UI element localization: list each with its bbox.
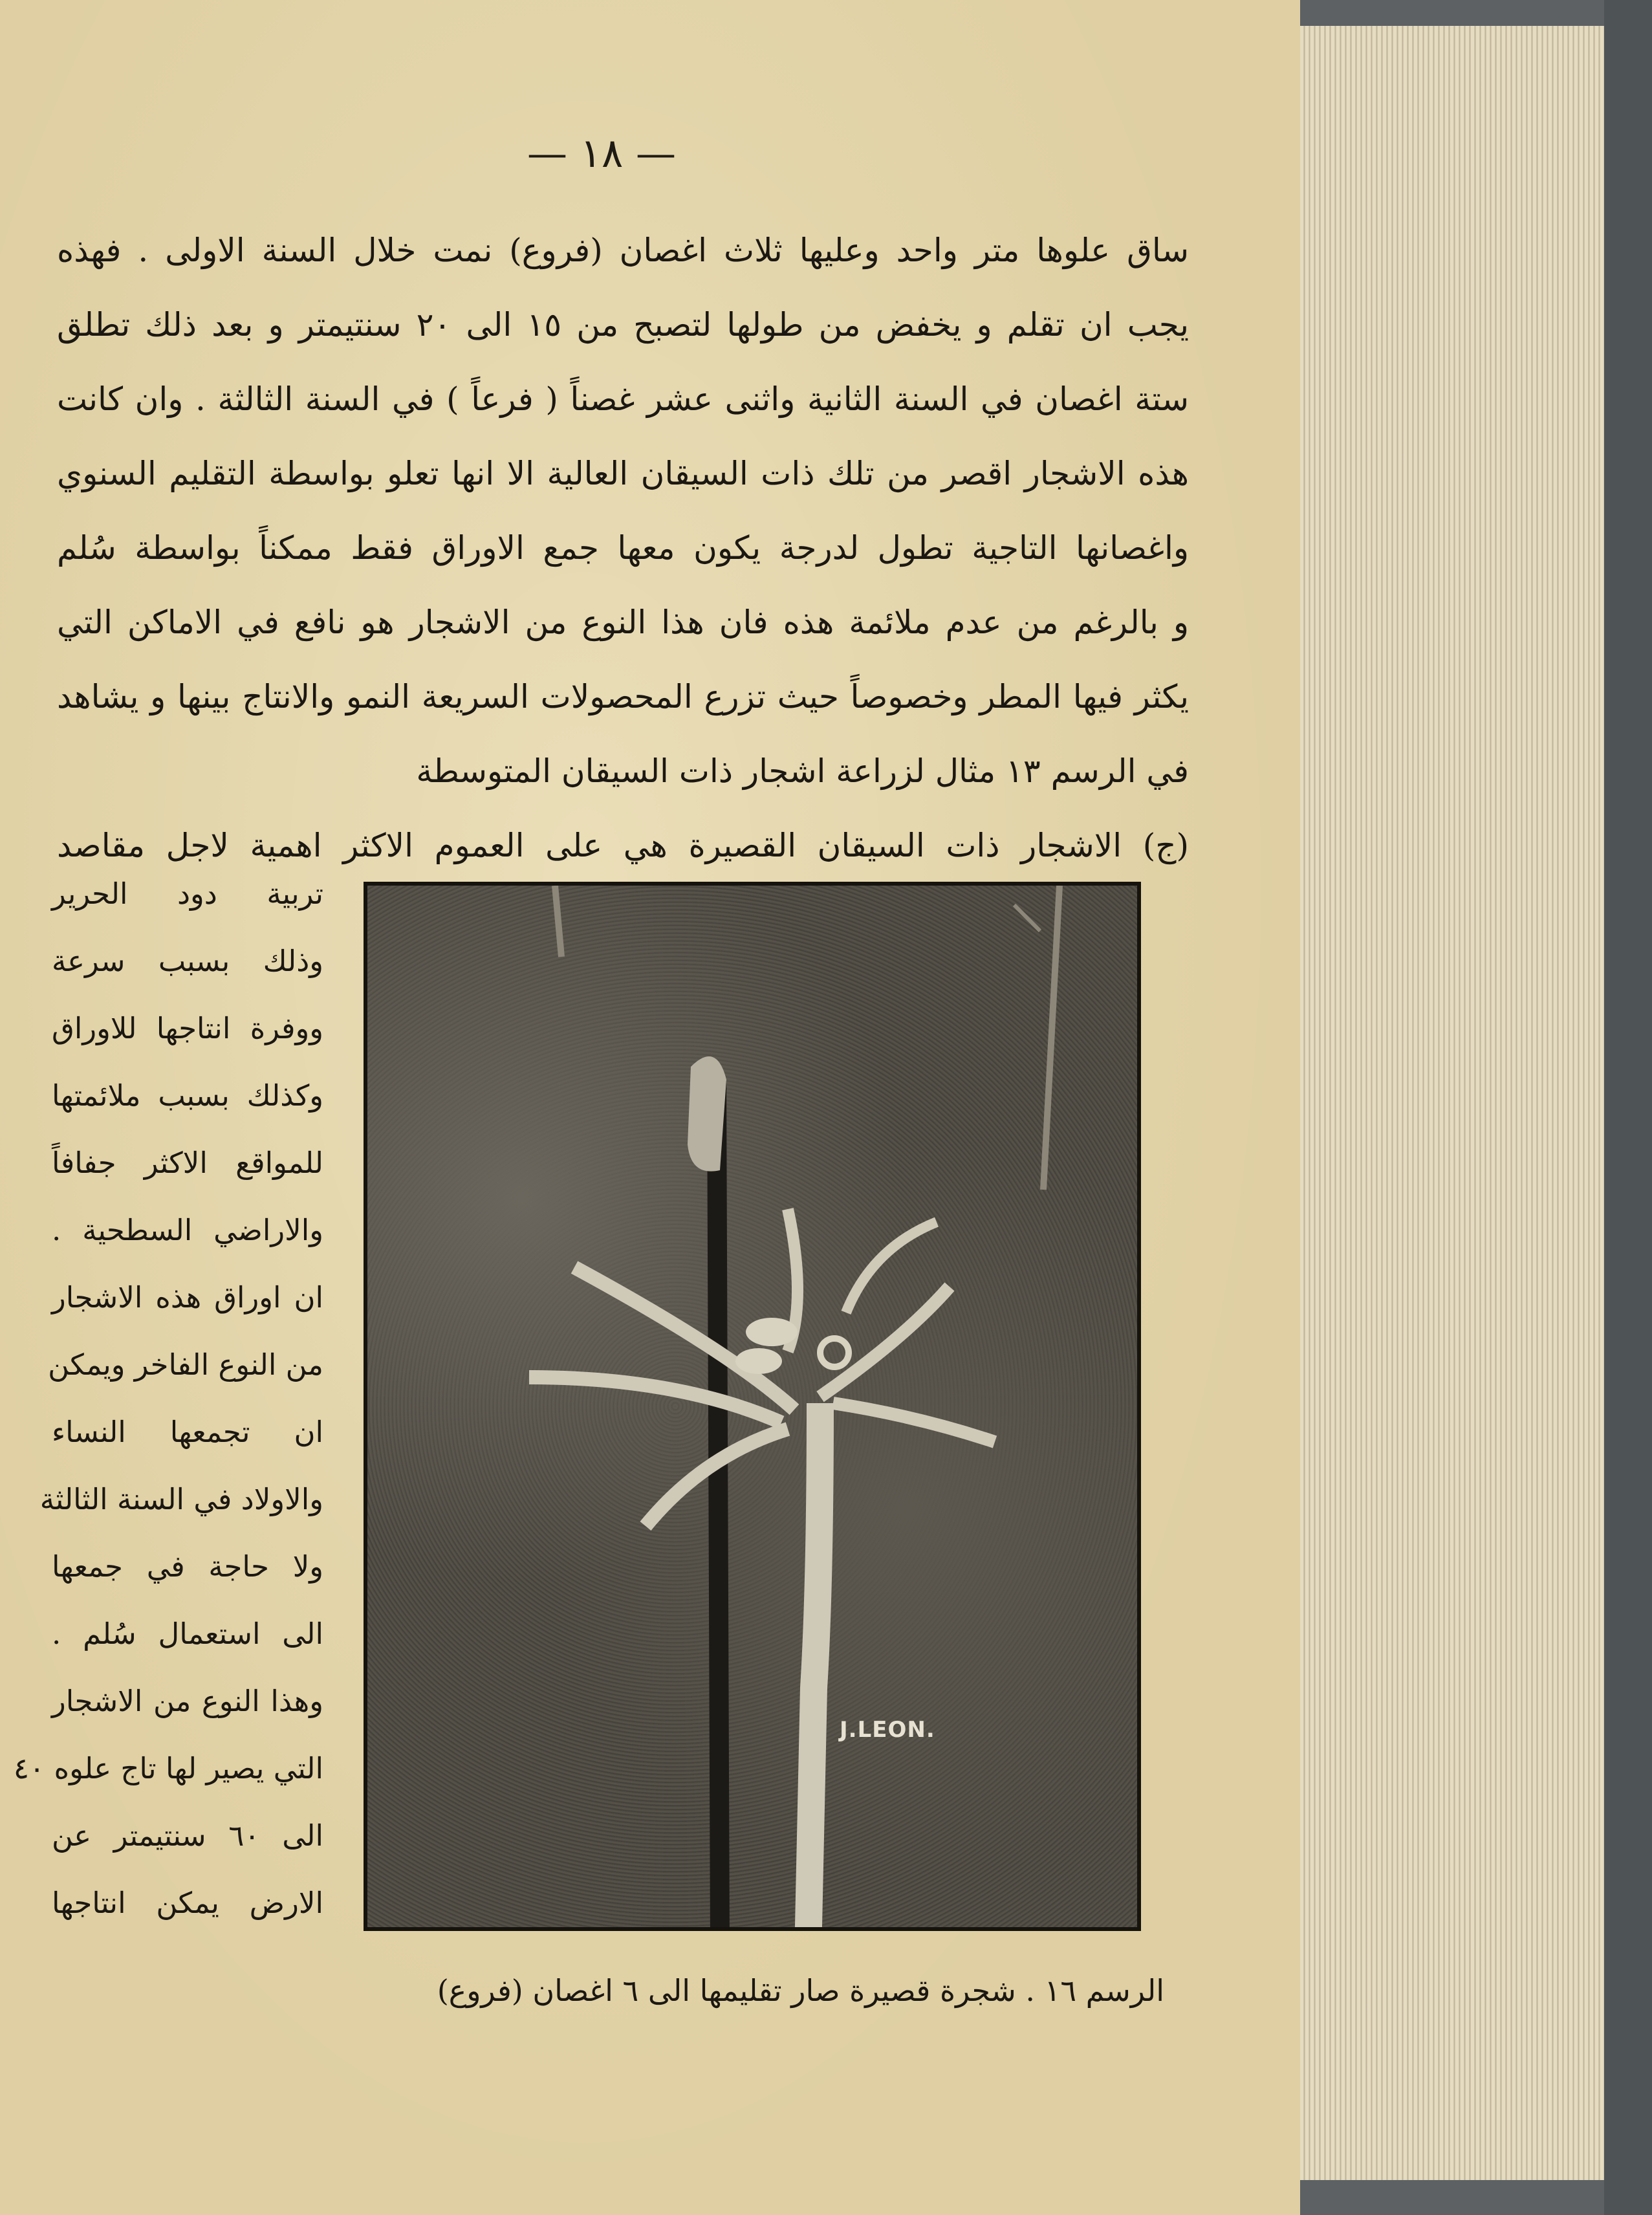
tree-trunk [807,1403,820,1927]
text-line: هذه الاشجار اقصر من تلك ذات السيقان العالية الا انها تعلو بواسطة التقليم السنوي [57,455,1189,492]
tree-branch [833,1403,995,1442]
side-text-line: للمواقع الاكثر جفافاً [52,1146,323,1180]
text-line: ساق علوها متر واحد وعليها ثلاث اغصان (فروع) نمت خلال السنة الاولى . فهذه [57,232,1189,269]
side-text-line: وهذا النوع من الاشجار [52,1684,323,1718]
text-line: ستة اغصان في السنة الثانية واثنى عشر غصناً ( فرعاً ) في السنة الثالثة . وان كانت [57,380,1189,418]
side-column-text [13,860,323,1937]
figure-caption: الرسم ١٦ . شجرة قصيرة صار تقليمها الى ٦ اغصان (فروع) [437,1973,1164,2008]
book-cover [1604,0,1652,2215]
pruned-tree-photo [364,882,1141,1931]
tree-branch [846,1222,937,1313]
text-line: يكثر فيها المطر وخصوصاً حيث تزرع المحصولات السريعة النمو والانتاج بينها و يشاهد [57,678,1189,715]
side-text-line: من النوع الفاخر ويمكن [48,1348,323,1382]
text-line: (ج) الاشجار ذات السيقان القصيرة هي على العموم الاكثر اهمية لاجل مقاصد [57,827,1189,864]
support-stake [717,1080,720,1927]
side-text-line: ولا حاجة في جمعها [52,1549,323,1584]
photo-credit: J.LEON. [840,1717,935,1743]
background-stake [555,886,561,957]
tree-illustration [367,886,1137,1927]
body-text [57,213,1189,883]
tie-knot [735,1348,782,1374]
side-text-line: الى استعمال سُلم . [52,1617,323,1651]
background-twig [1014,905,1040,931]
background-stake [1043,886,1060,1190]
tie-knot [746,1318,798,1346]
side-text-line: والاولاد في السنة الثالثة [39,1482,323,1516]
side-text-line: الارض يمكن انتاجها [52,1886,323,1920]
side-text-line: ان اوراق هذه الاشجار [52,1280,323,1315]
text-line: و بالرغم من عدم ملائمة هذه فان هذا النوع من الاشجار هو نافع في الاماكن التي [57,604,1189,641]
pruning-cut [820,1338,849,1367]
side-text-line: تربية دود الحرير [52,877,323,911]
page-number: — ١٨ — [527,129,677,177]
side-text-line: وذلك بسبب سرعة [52,944,323,978]
side-text-line: الى ٦٠ سنتيمتر عن [52,1818,323,1853]
text-line: في الرسم ١٣ مثال لزراعة اشجار ذات السيقان المتوسطة [416,752,1189,790]
text-line: واغصانها التاجية تطول لدرجة يكون معها جمع الاوراق فقط ممكناً بواسطة سُلم [57,529,1189,567]
tree-branch [529,1377,781,1423]
side-text-line: والاراضي السطحية . [52,1213,323,1247]
side-text-line: التي يصير لها تاج علوه ٤٠ [13,1751,323,1785]
side-text-line: وكذلك بسبب ملائمتها [52,1078,323,1113]
side-text-line: ان تجمعها النساء [52,1415,323,1449]
stake-cap [688,1056,726,1172]
side-text-line: ووفرة انتاجها للاوراق [52,1011,323,1045]
page-edges [1300,26,1608,2180]
text-line: يجب ان تقلم و يخفض من طولها لتصبح من ١٥ الى ٢٠ سنتيمتر و بعد ذلك تطلق [57,306,1189,344]
